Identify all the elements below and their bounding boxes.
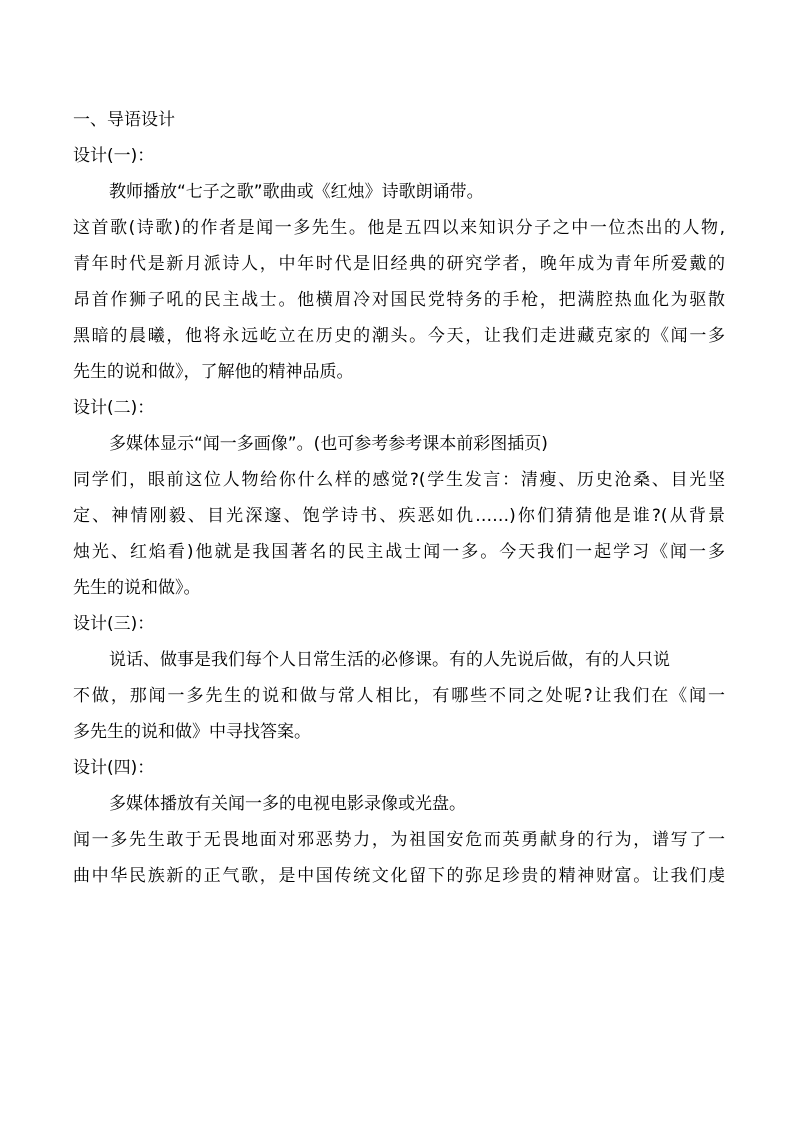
- design-2-heading: 设计(二)：: [73, 398, 155, 418]
- design-1-heading: 设计(一)：: [73, 146, 155, 166]
- design-1-line: 先生的说和做》，了解他的精神品质。: [73, 362, 354, 382]
- design-3-line: 多先生的说和做》中寻找答案。: [73, 722, 311, 742]
- design-1-line: 这首歌(诗歌)的作者是闻一多先生。他是五四以来知识分子之中一位杰出的人物,: [73, 218, 725, 238]
- design-1-line: 昂首作狮子吼的民主战士。他横眉冷对国民党特务的手枪，把满腔热血化为驱散: [73, 290, 725, 310]
- design-4-line: 曲中华民族新的正气歌，是中国传统文化留下的弥足珍贵的精神财富。让我们虔: [73, 866, 725, 886]
- design-1-intro: 教师播放“七子之歌”歌曲或《红烛》诗歌朗诵带。: [109, 182, 484, 202]
- design-2-line: 先生的说和做》。: [73, 578, 201, 598]
- design-2-line: 同学们，眼前这位人物给你什么样的感觉?(学生发言：清瘦、历史沧桑、目光坚: [73, 470, 725, 490]
- design-3-line: 不做，那闻一多先生的说和做与常人相比，有哪些不同之处呢?让我们在《闻一: [73, 686, 725, 706]
- section-title: 一、导语设计: [73, 110, 175, 130]
- design-3-line: 说话、做事是我们每个人日常生活的必修课。有的人先说后做，有的人只说: [109, 650, 670, 670]
- design-2-intro: 多媒体显示“闻一多画像”。(也可参考参考课本前彩图插页): [109, 434, 548, 454]
- design-4-intro: 多媒体播放有关闻一多的电视电影录像或光盘。: [109, 794, 466, 814]
- design-2-line: 定、神情刚毅、目光深邃、饱学诗书、疾恶如仇……)你们猜猜他是谁?(从背景: [73, 506, 725, 526]
- design-1-line: 黑暗的晨曦，他将永远屹立在历史的潮头。今天，让我们走进藏克家的《闻一多: [73, 326, 725, 346]
- design-3-heading: 设计(三)：: [73, 614, 155, 634]
- document-body: [73, 102, 733, 894]
- design-2-line: 烛光、红焰看)他就是我国著名的民主战士闻一多。今天我们一起学习《闻一多: [73, 542, 725, 562]
- design-4-line: 闻一多先生敢于无畏地面对邪恶势力，为祖国安危而英勇献身的行为，谱写了一: [73, 830, 725, 850]
- design-4-heading: 设计(四)：: [73, 758, 155, 778]
- design-1-line: 青年时代是新月派诗人，中年时代是旧经典的研究学者，晚年成为青年所爱戴的: [73, 254, 725, 274]
